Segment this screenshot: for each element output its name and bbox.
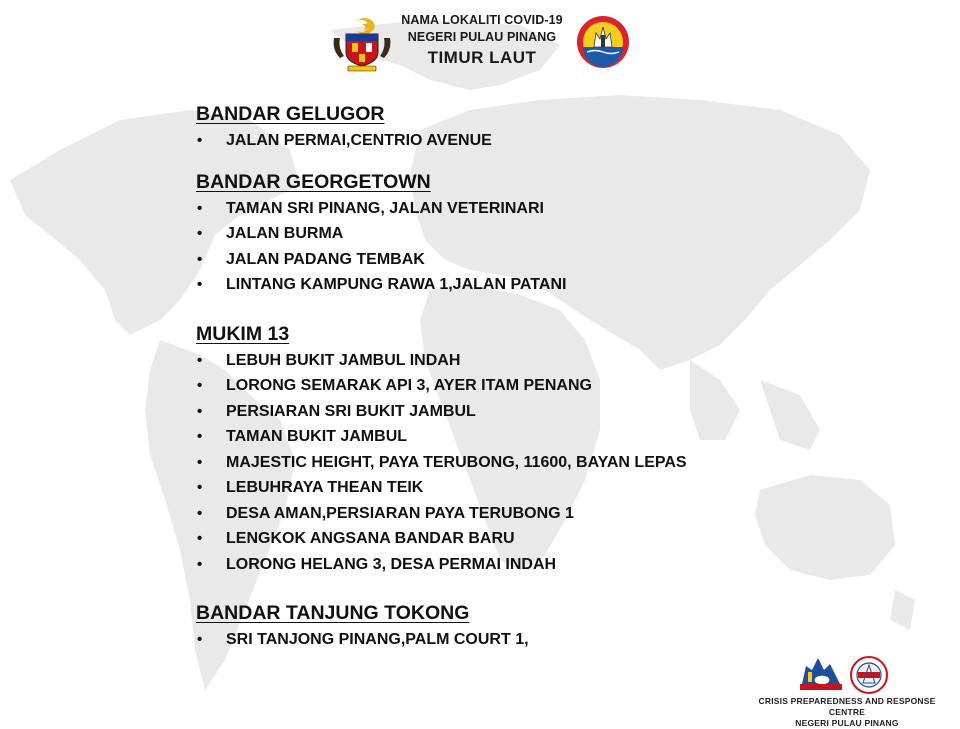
cprc-seal-icon bbox=[850, 656, 888, 694]
district-name: TIMUR LAUT bbox=[427, 48, 537, 67]
list-item: • SRI TANJONG PINANG,PALM COURT 1, bbox=[196, 627, 687, 653]
list-item: • JALAN PADANG TEMBAK bbox=[196, 247, 687, 273]
cprc-logo-icon bbox=[796, 654, 846, 692]
locality-list bbox=[196, 100, 687, 653]
list-item: • LORONG HELANG 3, DESA PERMAI INDAH bbox=[196, 552, 687, 578]
section-bandar-tanjung-tokong bbox=[196, 599, 687, 653]
list-item: • LENGKOK ANGSANA BANDAR BARU bbox=[196, 526, 687, 552]
section-bandar-georgetown bbox=[196, 168, 687, 298]
list-item: • LEBUH BUKIT JAMBUL INDAH bbox=[196, 348, 687, 374]
section-heading: BANDAR GELUGOR bbox=[196, 103, 385, 125]
penang-state-logo-icon bbox=[576, 15, 630, 69]
title-line-1: NAMA LOKALITI COVID-19 bbox=[401, 13, 563, 27]
footer-line-2: NEGERI PULAU PINANG bbox=[795, 718, 899, 728]
section-heading: BANDAR GEORGETOWN bbox=[196, 170, 431, 193]
list-item: • PERSIARAN SRI BUKIT JAMBUL bbox=[196, 399, 687, 425]
list-item: • DESA AMAN,PERSIARAN PAYA TERUBONG 1 bbox=[196, 501, 687, 527]
section-heading: MUKIM 13 bbox=[196, 322, 290, 345]
title-block bbox=[396, 12, 568, 70]
list-item: • LINTANG KAMPUNG RAWA 1,JALAN PATANI bbox=[196, 272, 687, 298]
list-item: • JALAN PERMAI,CENTRIO AVENUE bbox=[196, 128, 687, 154]
list-item: • TAMAN SRI PINANG, JALAN VETERINARI bbox=[196, 196, 687, 222]
footer bbox=[740, 654, 954, 728]
footer-text bbox=[740, 696, 954, 729]
section-mukim-13 bbox=[196, 320, 687, 578]
section-bandar-gelugor bbox=[196, 100, 687, 154]
section-heading: BANDAR TANJUNG TOKONG bbox=[196, 602, 470, 624]
list-item: • MAJESTIC HEIGHT, PAYA TERUBONG, 11600, BAYAN LEPAS bbox=[196, 450, 687, 476]
list-item: • JALAN BURMA bbox=[196, 221, 687, 247]
title-line-2: NEGERI PULAU PINANG bbox=[407, 30, 557, 44]
header bbox=[330, 8, 630, 78]
list-item: • LORONG SEMARAK API 3, AYER ITAM PENANG bbox=[196, 373, 687, 399]
list-item: • TAMAN BUKIT JAMBUL bbox=[196, 424, 687, 450]
list-item: • LEBUHRAYA THEAN TEIK bbox=[196, 475, 687, 501]
footer-line-1: CRISIS PREPAREDNESS AND RESPONSE CENTRE bbox=[758, 696, 936, 717]
malaysia-coat-of-arms-icon bbox=[330, 16, 394, 72]
